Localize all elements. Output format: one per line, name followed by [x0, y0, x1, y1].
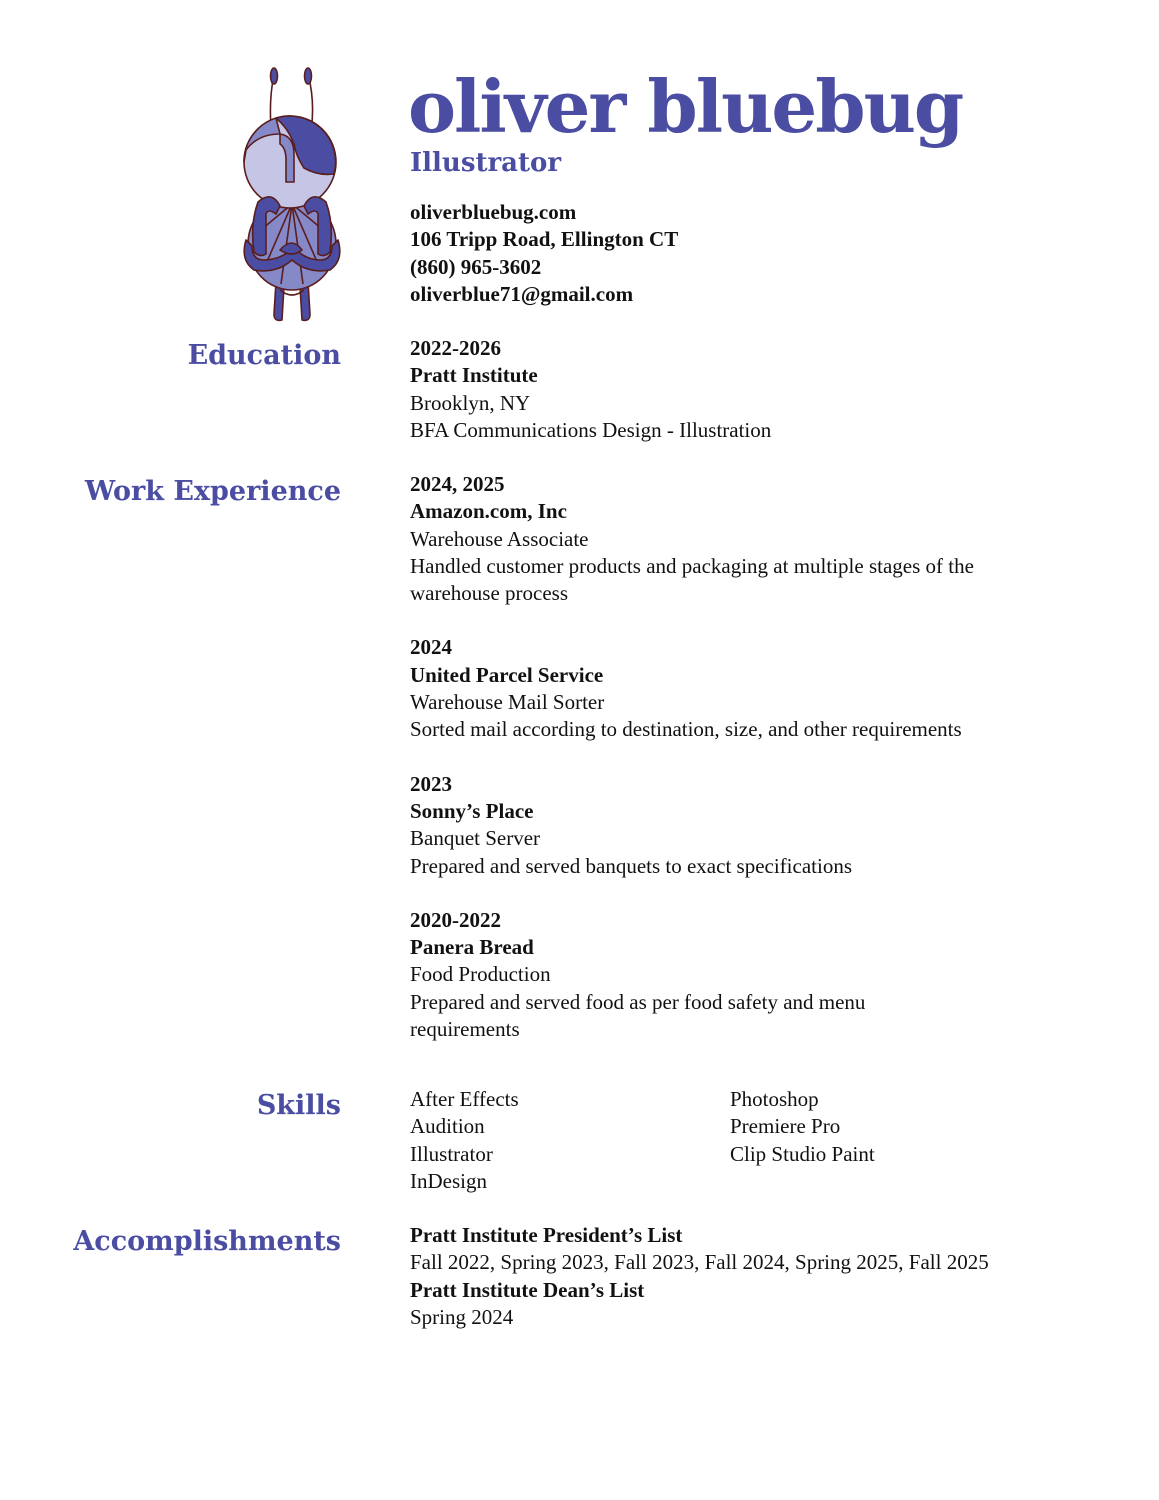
bug-mascot-icon — [236, 64, 348, 326]
entry-dates: 2022-2026 — [410, 336, 501, 360]
entry-desc: Prepared and served food as per food safety and menu requirements — [410, 989, 866, 1042]
accomplishment-title: Pratt Institute Dean’s List — [410, 1277, 645, 1302]
skill-item: After Effects — [410, 1087, 519, 1111]
entry-dates: 2023 — [410, 771, 452, 796]
work-entry — [410, 471, 1030, 607]
skills-column-2 — [730, 1086, 1050, 1195]
entry-title: Warehouse Mail Sorter — [410, 690, 605, 715]
contact-website[interactable]: oliverbluebug.com — [410, 200, 577, 224]
entry-dates: 2020-2022 — [410, 907, 501, 932]
entry-dates: 2024 — [410, 635, 452, 660]
skill-item: InDesign — [410, 1168, 487, 1193]
skills-section — [410, 1086, 1050, 1195]
contact-email[interactable]: oliverblue71@gmail.com — [410, 281, 634, 306]
entry-desc: Handled customer products and packaging at multiple stages of the warehouse process — [410, 553, 974, 606]
section-heading-skills: Skills — [256, 1090, 341, 1121]
entry-dates: 2024, 2025 — [410, 472, 505, 496]
entry-org: Sonny’s Place — [410, 798, 534, 823]
work-entry — [410, 634, 1030, 743]
accomplishment-terms: Fall 2022, Spring 2023, Fall 2023, Fall 2024, Spring 2025, Fall 2025 — [410, 1250, 989, 1275]
contact-phone: (860) 965-3602 — [410, 254, 542, 279]
entry-org: Pratt Institute — [410, 363, 538, 388]
skill-item: Audition — [410, 1114, 485, 1139]
section-heading-work-experience: Work Experience — [84, 476, 341, 507]
skill-item: Illustrator — [410, 1141, 493, 1166]
entry-title: Banquet Server — [410, 826, 541, 851]
contact-block — [410, 199, 678, 308]
skills-column-1 — [410, 1086, 730, 1195]
work-entry — [410, 771, 1030, 880]
skill-item: Premiere Pro — [730, 1114, 841, 1139]
accomplishment-terms: Spring 2024 — [410, 1304, 514, 1329]
education-section — [410, 335, 1050, 471]
accomplishment-title: Pratt Institute President’s List — [410, 1223, 683, 1247]
skill-item: Photoshop — [730, 1087, 819, 1111]
entry-location: Brooklyn, NY — [410, 390, 531, 415]
section-heading-accomplishments: Accomplishments — [73, 1226, 341, 1257]
skill-item: Clip Studio Paint — [730, 1141, 875, 1166]
work-section — [410, 471, 1030, 1070]
entry-desc: Sorted mail according to destination, size, and other requirements — [410, 717, 962, 742]
entry-title: Food Production — [410, 962, 551, 987]
education-entry — [410, 335, 1050, 444]
contact-address: 106 Tripp Road, Ellington CT — [410, 227, 679, 252]
applicant-role: Illustrator — [410, 148, 562, 178]
entry-desc: Prepared and served banquets to exact specifications — [410, 853, 852, 878]
entry-title: Warehouse Associate — [410, 526, 589, 551]
work-entry — [410, 907, 910, 1043]
applicant-name: oliver bluebug — [408, 64, 963, 149]
section-heading-education: Education — [187, 340, 341, 371]
entry-org: United Parcel Service — [410, 662, 604, 687]
entry-detail: BFA Communications Design - Illustration — [410, 417, 772, 442]
entry-org: Amazon.com, Inc — [410, 499, 567, 524]
entry-org: Panera Bread — [410, 935, 534, 960]
accomplishments-section — [410, 1222, 1110, 1331]
